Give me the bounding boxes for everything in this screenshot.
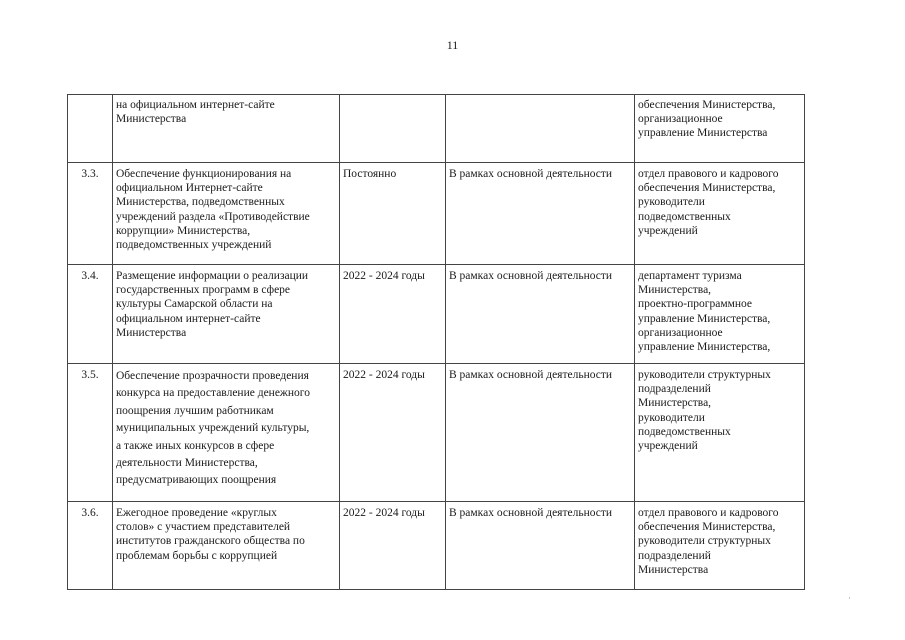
- table-row: [68, 163, 805, 265]
- responsible-cell: отдел правового и кадрового обеспечения Министерства, руководители структурных подразделений Министерства: [635, 502, 805, 590]
- activity-cell: Ежегодное проведение «круглых столов» с участием представителей институтов гражданского общества по проблемам борьбы с коррупцией: [113, 502, 340, 590]
- term-cell: 2022 - 2024 годы: [340, 265, 446, 364]
- table-row: [68, 364, 805, 502]
- activity-cell: Размещение информации о реализации государственных программ в сфере культуры Самарской области на официальном интернет-сайте Министерства: [113, 265, 340, 364]
- term-cell: Постоянно: [340, 163, 446, 265]
- funding-cell: В рамках основной деятельности: [446, 265, 635, 364]
- row-number: 3.4.: [68, 265, 113, 364]
- row-number: 3.6.: [68, 502, 113, 590]
- measures-table: [67, 94, 805, 590]
- funding-cell: В рамках основной деятельности: [446, 163, 635, 265]
- scan-mark: ·: [848, 593, 851, 603]
- responsible-cell: отдел правового и кадрового обеспечения Министерства, руководители подведомственных учреждений: [635, 163, 805, 265]
- activity-cell: на официальном интернет-сайте Министерства: [113, 95, 340, 163]
- row-number: 3.5.: [68, 364, 113, 502]
- term-cell: 2022 - 2024 годы: [340, 502, 446, 590]
- row-number: 3.3.: [68, 163, 113, 265]
- funding-cell: В рамках основной деятельности: [446, 364, 635, 502]
- funding-cell: [446, 95, 635, 163]
- table-row: [68, 95, 805, 163]
- table-row: [68, 502, 805, 590]
- activity-cell: Обеспечение функционирования на официальном Интернет-сайте Министерства, подведомственных учреждений раздела «Противодействие коррупции» Министерства, подведомственных учреждений: [113, 163, 340, 265]
- responsible-cell: руководители структурных подразделений Министерства, руководители подведомственных учреждений: [635, 364, 805, 502]
- activity-cell: Обеспечение прозрачности проведения конкурса на предоставление денежного поощрения лучшим работникам муниципальных учреждений культуры, а также иных конкурсов в сфере деятельности Министерства, предусматривающих поощрения: [113, 364, 340, 502]
- term-cell: 2022 - 2024 годы: [340, 364, 446, 502]
- funding-cell: В рамках основной деятельности: [446, 502, 635, 590]
- responsible-cell: обеспечения Министерства, организационное управление Министерства: [635, 95, 805, 163]
- row-number: [68, 95, 113, 163]
- page-number: 11: [446, 38, 459, 52]
- table-row: [68, 265, 805, 364]
- responsible-cell: департамент туризма Министерства, проектно-программное управление Министерства, организационное управление Министерства,: [635, 265, 805, 364]
- term-cell: [340, 95, 446, 163]
